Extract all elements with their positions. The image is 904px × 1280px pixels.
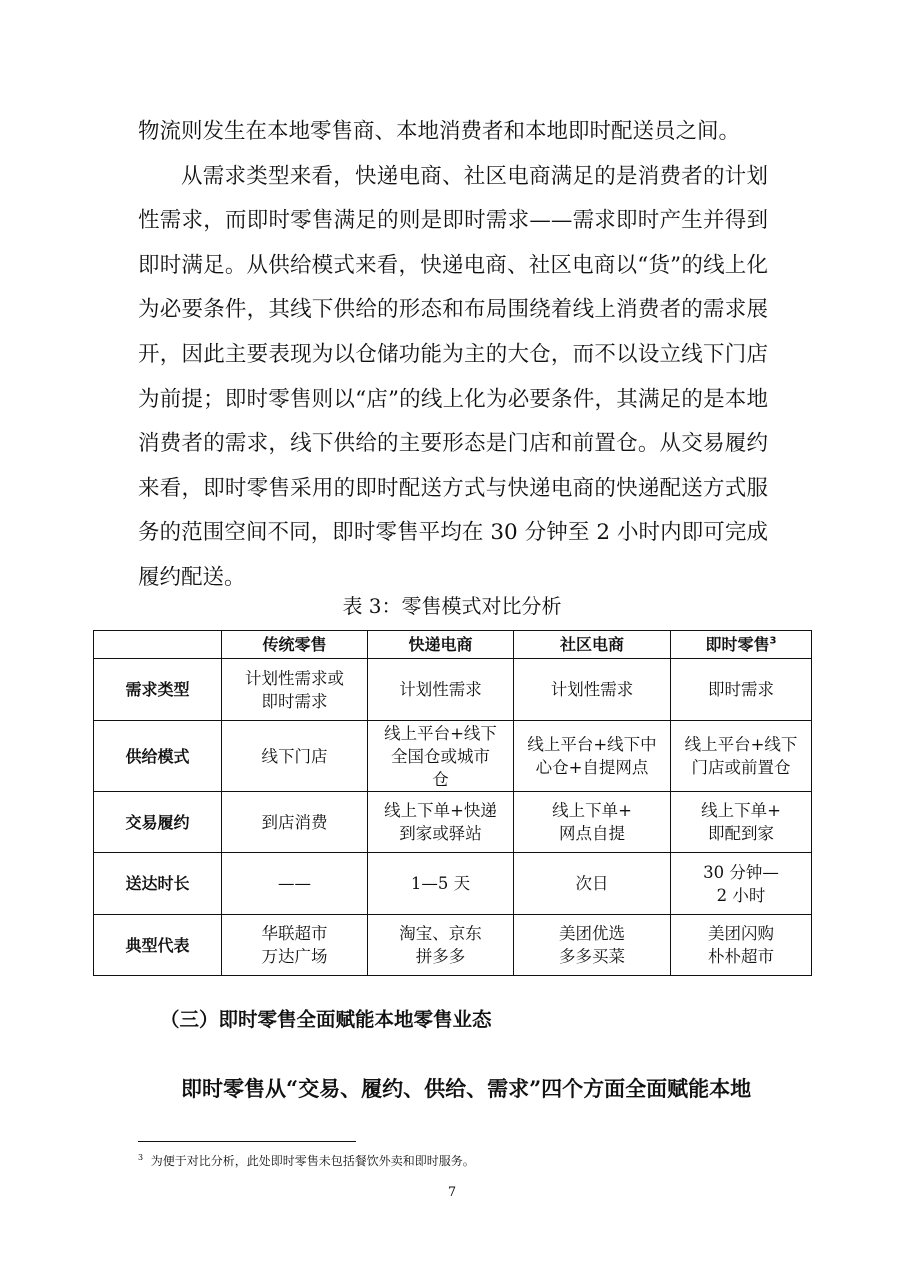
table-row	[94, 659, 812, 721]
table-cell: 30 分钟— 2 小时	[671, 853, 812, 915]
table-cell: 计划性需求或 即时需求	[222, 659, 368, 721]
table-caption: 表 3：零售模式对比分析	[342, 594, 562, 618]
header-instant-retail	[671, 631, 812, 659]
row-label: 交易履约	[94, 792, 222, 853]
row-label: 需求类型	[94, 659, 222, 721]
header-corner	[94, 631, 222, 659]
table-cell: 即时需求	[671, 659, 812, 721]
section-lead-sentence: 即时零售从“交易、履约、供给、需求”四个方面全面赋能本地	[181, 1076, 752, 1101]
table-header-row	[94, 631, 812, 659]
footnote	[138, 1152, 475, 1170]
table-cell: 计划性需求	[368, 659, 514, 721]
table-cell: 计划性需求	[514, 659, 671, 721]
footnote-text: 为便于对比分析，此处即时零售未包括餐饮外卖和即时服务。	[150, 1154, 475, 1168]
footnote-marker: 3	[138, 1153, 144, 1162]
table-cell: 线上平台+线下 全国仓或城市 仓	[368, 721, 514, 792]
header-traditional-retail: 传统零售	[222, 631, 368, 659]
row-label: 送达时长	[94, 853, 222, 915]
table-cell: ——	[222, 853, 368, 915]
footnote-ref: 3	[769, 635, 777, 647]
header-instant-retail-label: 即时零售	[705, 635, 770, 654]
table-cell: 华联超市 万达广场	[222, 915, 368, 976]
table-cell: 到店消费	[222, 792, 368, 853]
header-community-ecommerce: 社区电商	[514, 631, 671, 659]
row-label: 典型代表	[94, 915, 222, 976]
table-cell: 1—5 天	[368, 853, 514, 915]
table-cell: 线上下单+ 网点自提	[514, 792, 671, 853]
paragraph-comparison: 从需求类型来看，快递电商、社区电商满足的是消费者的计划性需求，而即时零售满足的则是即时需求——需求即时产生并得到即时满足。从供给模式来看，快递电商、社区电商以“货”的线上化为必要条件，其线下供给的形态和布局围绕着线上消费者的需求展开，因此主要表现为以仓储功能为主的大仓，而不以设立线下门店为前提；即时零售则以“店”的线上化为必要条件，其满足的是本地消费者的需求，线下供给的主要形态是门店和前置仓。从交易履约来看，即时零售采用的即时配送方式与快递电商的快递配送方式服务的范围空间不同，即时零售平均在 30 分钟至 2 小时内即可完成履约配送。	[138, 163, 768, 590]
footnote-divider	[138, 1141, 356, 1142]
header-express-ecommerce: 快递电商	[368, 631, 514, 659]
table-cell: 线上下单+快递 到家或驿站	[368, 792, 514, 853]
table-cell: 次日	[514, 853, 671, 915]
table-cell: 淘宝、京东 拼多多	[368, 915, 514, 976]
paragraph-continuation: 物流则发生在本地零售商、本地消费者和本地即时配送员之间。	[138, 119, 741, 144]
table-cell: 美团闪购 朴朴超市	[671, 915, 812, 976]
table-row	[94, 721, 812, 792]
table-cell: 线上平台+线下中 心仓+自提网点	[514, 721, 671, 792]
table-cell: 线上下单+ 即配到家	[671, 792, 812, 853]
row-label: 供给模式	[94, 721, 222, 792]
table-cell: 线下门店	[222, 721, 368, 792]
table-row	[94, 792, 812, 853]
body-text	[138, 110, 768, 601]
table-cell: 线上平台+线下 门店或前置仓	[671, 721, 812, 792]
table-cell: 美团优选 多多买菜	[514, 915, 671, 976]
page-number: 7	[447, 1185, 457, 1200]
section-heading: （三）即时零售全面赋能本地零售业态	[160, 1008, 492, 1031]
table-row	[94, 915, 812, 976]
table-row	[94, 853, 812, 915]
comparison-table	[93, 630, 812, 976]
